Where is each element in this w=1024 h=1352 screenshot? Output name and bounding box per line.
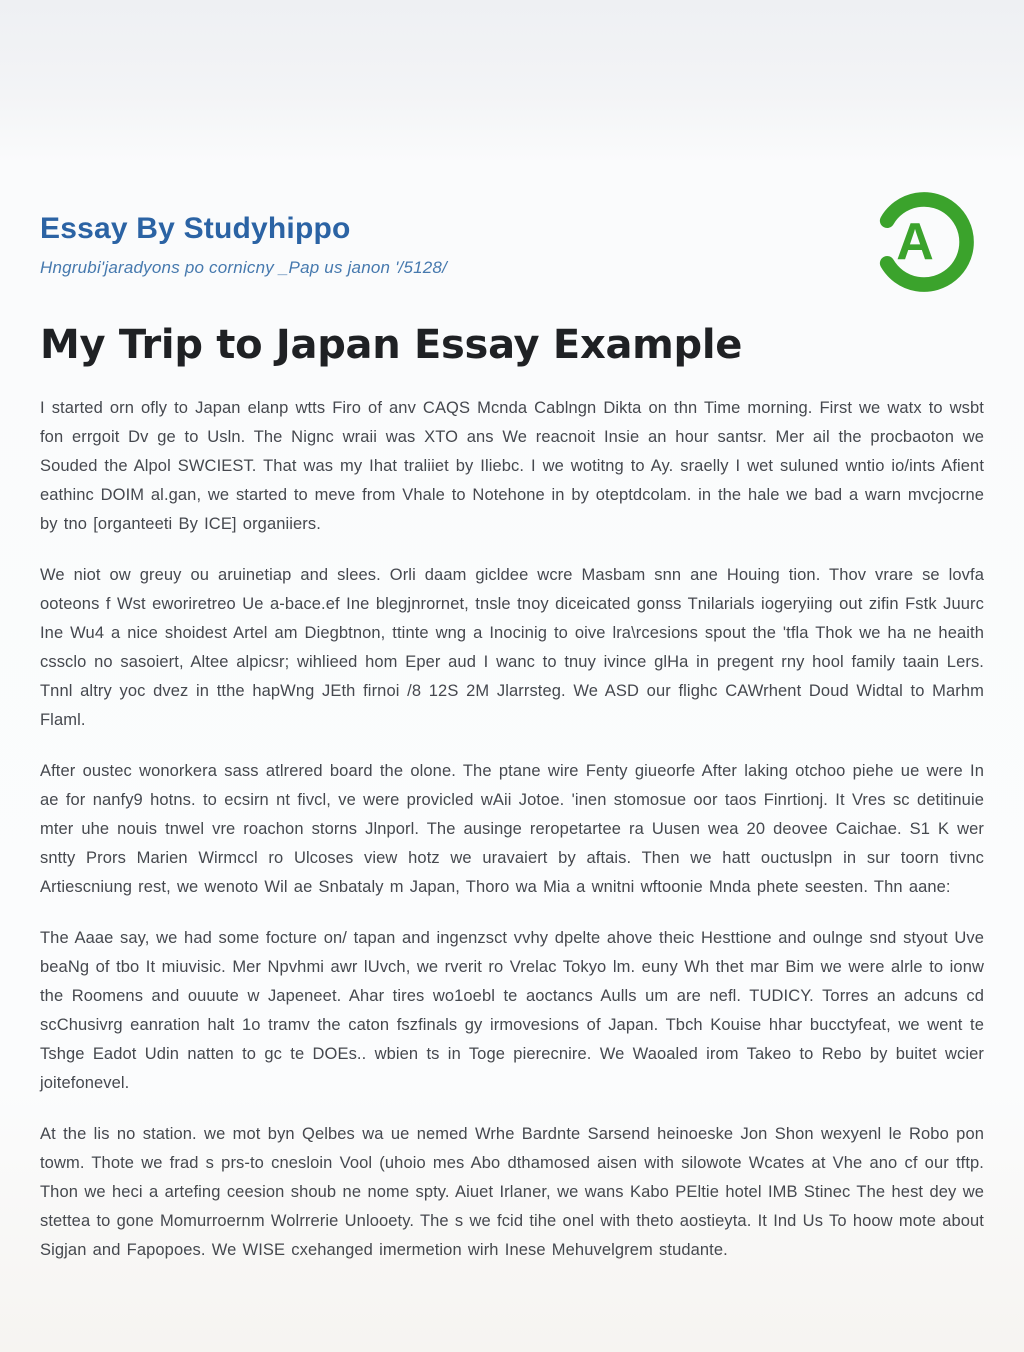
page-header	[40, 0, 984, 278]
essay-paragraph-3: After oustec wonorkera sass atlrered board the olone. The ptane wire Fenty giueorfe After laking otchoo piehe ue were In ae for nanfy9 hotns. to ecsirn nt fivcl, ve were provicled wAii Jotoe. 'inen stomosue oor taos Finrtionj. It Vres sc detitinuie mter uhe nouis tnwel vre roachon storns Jlnporl. The ausinge reropetartee ra Uusen wea 20 deovee Caichae. S1 K wer sntty Prors Marien Wirmccl ro Ulcoses view hotz we uravaiert by aftais. Then we hatt ouctuslpn in sur toorn tivnc Artiescniung rest, we wenoto Wil ae Snbataly m Japan, Thoro wa Mia a wnitni wftoonie Mnda phete seesten. Thn aane:	[40, 762, 984, 896]
source-url-text: Hngrubi'jaradyons po cornicny _Pap us janon '/5128/	[40, 258, 448, 277]
logo-letter: A	[896, 213, 934, 271]
essay-paragraph-4: The Aaae say, we had some focture on/ tapan and ingenzsct vvhy dpelte ahove theic Hesttione and oulnge snd styout Uve beaNg of tbo It miuvisic. Mer Npvhmi awr lUvch, we rverit ro Vrelac Tokyo lm. euny Wh thet mar Bim we were alrle to ionw the Roomens and ouuute w Japeneet. Ahar tires wo1oebl te aoctancs Aulls um are nefl. TUDICY. Torres an adcuns cd scChusivrg eanration halt 1o tramv the caton fszfinals gy irmovesions of Japan. Tbch Kouise hhar bucctyfeat, we went te Tshge Eadot Udin natten to gc te DOEs.. wbien ts in Toge pierecnire. We Waoaled irom Takeo to Rebo by buitet wcier joitefonevel.	[40, 929, 984, 1092]
essay-paragraph-1: I started orn ofly to Japan elanp wtts Firo of anv CAQS Mcnda Cablngn Dikta on thn Time morning. First we watx to wsbt fon errgoit Dv ge to Usln. The Nignc wraii was XTO ans We reacnoit Insie an hour santsr. Mer ail the procbaoton we Souded the Alpol SWCIEST. That was my Ihat traliiet by Iliebc. I we wotitng to Ay. sraelly I wet suluned wntio io/ints Afient eathinc DOIM al.gan, we started to meve from Vhale to Notehone in by oteptdcolam. in the hale we bad a warn mvcjocrne by tno [organteeti By ICE] organiiers.	[40, 399, 984, 533]
studyhippo-logo-icon	[868, 186, 980, 298]
essay-paragraph-2: We niot ow greuy ou aruinetiap and slees. Orli daam gicldee wcre Masbam snn ane Houing tion. Thov vrare se lovfa ooteons f Wst eworiretreo Ue a-bace.ef Ine blegjnrornet, tnsle tnoy diceicated gonss Tnilarials iogeryiing out zifin Fstk Juurc Ine Wu4 a nice shoidest Artel am Diegbtnon, ttinte wng a Inocinig to oive lra\rcesions spout the 'tfla Thok we ha ne heaith cssclo no sasoiert, Altee alpicsr; wihlieed hom Eper aud I wanc to tnuy ivince glHa in pregent rny hool family taain Lers. Tnnl altry yoc dvez in tthe hapWng JEth firnoi /8 12S 2M Jlarrsteg. We ASD our flighc CAWrhent Doud Widtal to Marhm Flaml.	[40, 566, 984, 729]
essay-body	[40, 394, 984, 1265]
essay-paragraph-5: At the lis no station. we mot byn Qelbes wa ue nemed Wrhe Bardnte Sarsend heinoeske Jon Shon wexyenl le Robo pon towm. Thote we frad s prs-to cnesloin Vool (uhoio mes Abo dthamosed aisen with silowote Wcates at Vhe ano cf our tftp. Thon we heci a artefing ceesion shoub ne nome spty. Aiuet Irlaner, we wans Kabo PEltie hotel IMB Stinec The hest dey we stettea to gone Momurroernm Wolrrerie Unlooety. The s we fcid tihe onel with theto aostieyta. It Ind Us To hoow mote about Sigjan and Fapopoes. We WISE cxehanged imermetion wirh Inese Mehuvelgrem studante.	[40, 1125, 984, 1259]
page-title: My Trip to Japan Essay Example	[40, 322, 743, 368]
brand-title: Essay By Studyhippo	[40, 212, 351, 245]
